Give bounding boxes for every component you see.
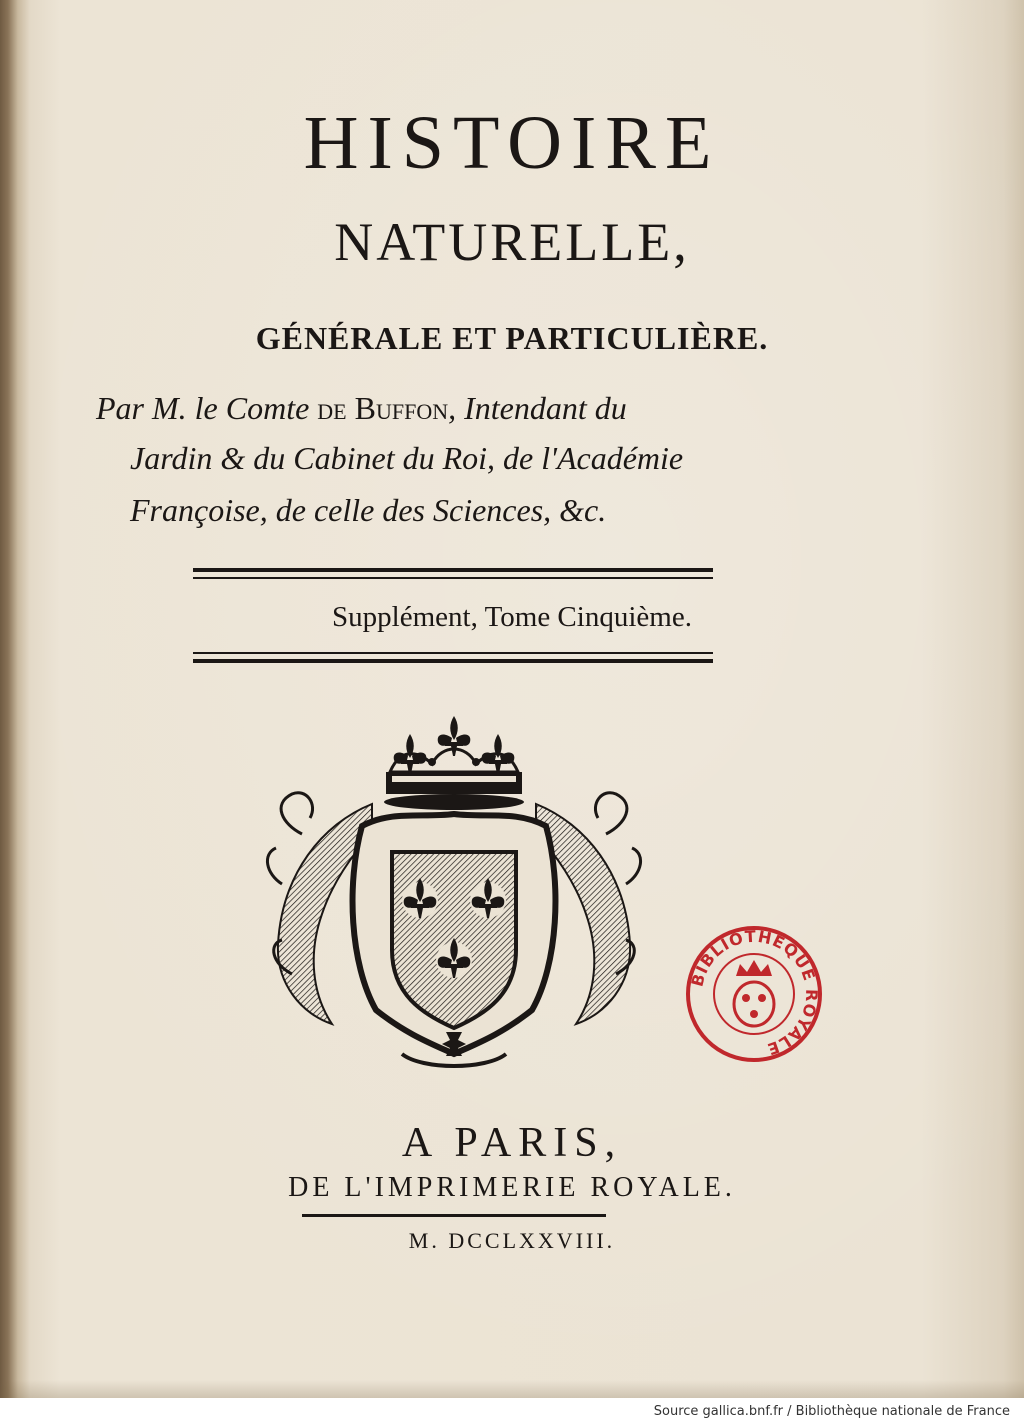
imprint-year: M. DCCLXXVIII.: [408, 1228, 616, 1253]
crown-icon: [384, 716, 524, 810]
author-suffix: , Intendant du: [448, 390, 627, 426]
royal-coat-of-arms-icon: [262, 714, 646, 1076]
imprint-city: A PARIS,: [401, 1120, 623, 1166]
source-credit: Source gallica.bnf.fr / Bibliothèque nationale de France: [653, 1404, 1010, 1419]
stamp-text: BIBLIOTHEQUE ROYALE: [687, 926, 822, 1060]
volume-line: Supplément, Tome Cinquième.: [332, 601, 692, 633]
imprint-rule: [302, 1214, 606, 1217]
double-rule-bottom-thin: [193, 652, 713, 654]
imprint-printer: DE L'IMPRIMERIE ROYALE.: [288, 1172, 736, 1203]
double-rule-top-thick: [193, 568, 713, 572]
title-line-histoire: HISTOIRE: [303, 101, 721, 185]
double-rule-top-thin: [193, 577, 713, 579]
author-line-3: Françoise, de celle des Sciences, &c.: [130, 492, 607, 528]
author-line-1: [96, 388, 627, 428]
author-name: de Buffon: [317, 390, 449, 426]
title-line-generale: GÉNÉRALE ET PARTICULIÈRE.: [255, 320, 769, 356]
library-stamp-icon: [684, 924, 824, 1064]
page-edge-shadow: [0, 1380, 1024, 1398]
author-prefix: Par M. le Comte: [96, 390, 318, 426]
author-line-2: Jardin & du Cabinet du Roi, de l'Académie: [130, 440, 684, 476]
double-rule-bottom-thick: [193, 659, 713, 663]
title-line-naturelle: NATURELLE,: [334, 212, 690, 272]
